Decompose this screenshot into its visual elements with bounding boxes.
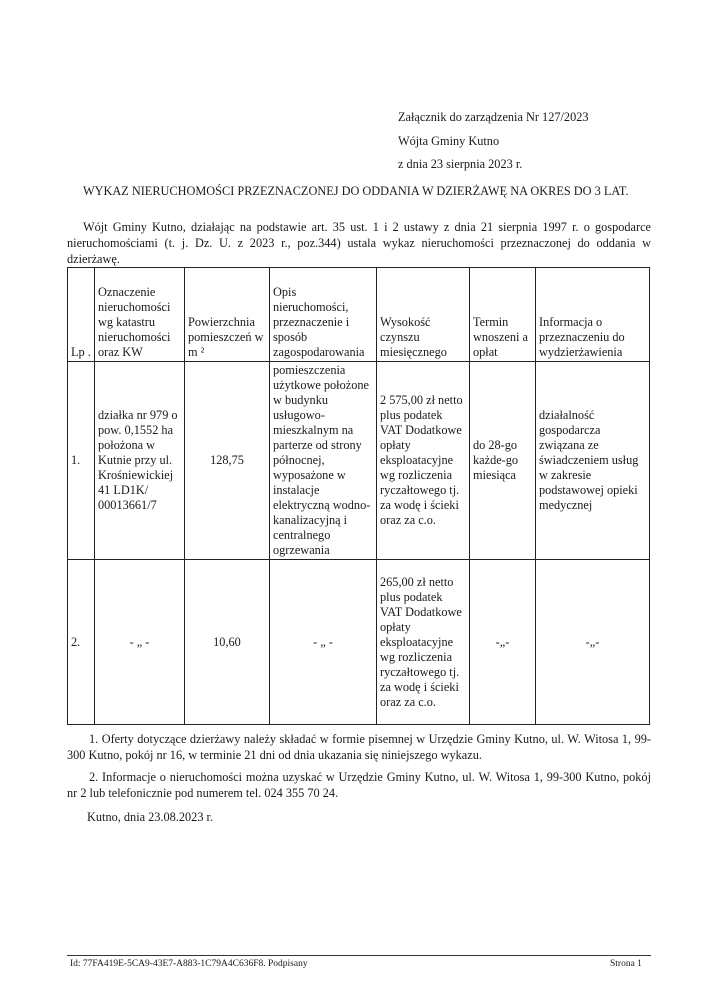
- property-table: [67, 267, 650, 725]
- cell-rent: 2 575,00 zł netto plus podatek VAT Dodatkowe opłaty eksploatacyjne wg rozliczenia ryczałtowego tj. za wodę i ścieki oraz za c.o.: [377, 362, 470, 560]
- header-cell: Wysokość czynszu miesięcznego: [377, 268, 470, 362]
- date-line: z dnia 23 sierpnia 2023 r.: [398, 157, 523, 171]
- table-row: [68, 362, 650, 560]
- cell-property: - „ -: [95, 560, 185, 725]
- page-number: Strona 1: [610, 959, 642, 969]
- cell-lp: 1.: [68, 362, 95, 560]
- cell-description: - „ -: [270, 560, 377, 725]
- cell-rent: 265,00 zł netto plus podatek VAT Dodatkowe opłaty eksploatacyjne wg rozliczenia ryczałtowego tj. za wodę i ścieki oraz za c.o.: [377, 560, 470, 725]
- intro-paragraph: Wójt Gminy Kutno, działając na podstawie art. 35 ust. 1 i 2 ustawy z dnia 21 sierpnia 1997 r. o gospodarce nieruchomościami (t. j. Dz. U. z 2023 r., poz.344) ustala wykaz nieruchomości przeznaczonej do oddania w dzierżawę.: [67, 220, 651, 266]
- document-title: WYKAZ NIERUCHOMOŚCI PRZEZNACZONEJ DO ODDANIA W DZIERŻAWĘ NA OKRES DO 3 LAT.: [83, 184, 629, 198]
- header-cell: Powierzchnia pomieszczeń w m ²: [185, 268, 270, 362]
- issuer-line: Wójta Gminy Kutno: [398, 134, 500, 148]
- header-cell: Informacja o przeznaczeniu do wydzierżawienia: [536, 268, 650, 362]
- header-cell: Termin wnoszeni a opłat: [470, 268, 536, 362]
- cell-purpose: -„-: [536, 560, 650, 725]
- header-cell: Oznaczenie nieruchomości wg katastru nieruchomości oraz KW: [95, 268, 185, 362]
- cell-property: działka nr 979 o pow. 0,1552 ha położona w Kutnie przy ul. Krośniewickiej 41 LD1K/ 00013661/7: [95, 362, 185, 560]
- main-content: [67, 267, 651, 825]
- place-date: Kutno, dnia 23.08.2023 r.: [87, 810, 214, 824]
- document-id: Id: 77FA419E-5CA9-43E7-A883-1C79A4C636F8. Podpisany: [70, 959, 308, 969]
- header-cell: Lp .: [68, 268, 95, 362]
- table-row: [68, 560, 650, 725]
- table-header-row: [68, 268, 650, 362]
- attachment-line: Załącznik do zarządzenia Nr 127/2023: [398, 110, 589, 124]
- cell-area: 10,60: [185, 560, 270, 725]
- footer-divider: [67, 955, 651, 956]
- cell-lp: 2.: [68, 560, 95, 725]
- note-offers: 1. Oferty dotyczące dzierżawy należy składać w formie pisemnej w Urzędzie Gminy Kutno, ul. W. Witosa 1, 99-300 Kutno, pokój nr 16, w terminie 21 dni od dnia ukazania się niniejszego wykazu.: [67, 732, 651, 762]
- note-information: 2. Informacje o nieruchomości można uzyskać w Urzędzie Gminy Kutno, ul. W. Witosa 1, 99-300 Kutno, pokój nr 2 lub telefonicznie pod numerem tel. 024 355 70 24.: [67, 770, 651, 800]
- cell-payment-term: -„-: [470, 560, 536, 725]
- cell-purpose: działalność gospodarcza związana ze świadczeniem usług w zakresie podstawowej opieki medycznej: [536, 362, 650, 560]
- cell-area: 128,75: [185, 362, 270, 560]
- cell-payment-term: do 28-go każde-go miesiąca: [470, 362, 536, 560]
- header-cell: Opis nieruchomości, przeznaczenie i sposób zagospodarowania: [270, 268, 377, 362]
- cell-description: pomieszczenia użytkowe położone w budynku usługowo-mieszkalnym na parterze od strony północnej, wyposażone w instalacje elektryczną wodno-kanalizacyjną i centralnego ogrzewania: [270, 362, 377, 560]
